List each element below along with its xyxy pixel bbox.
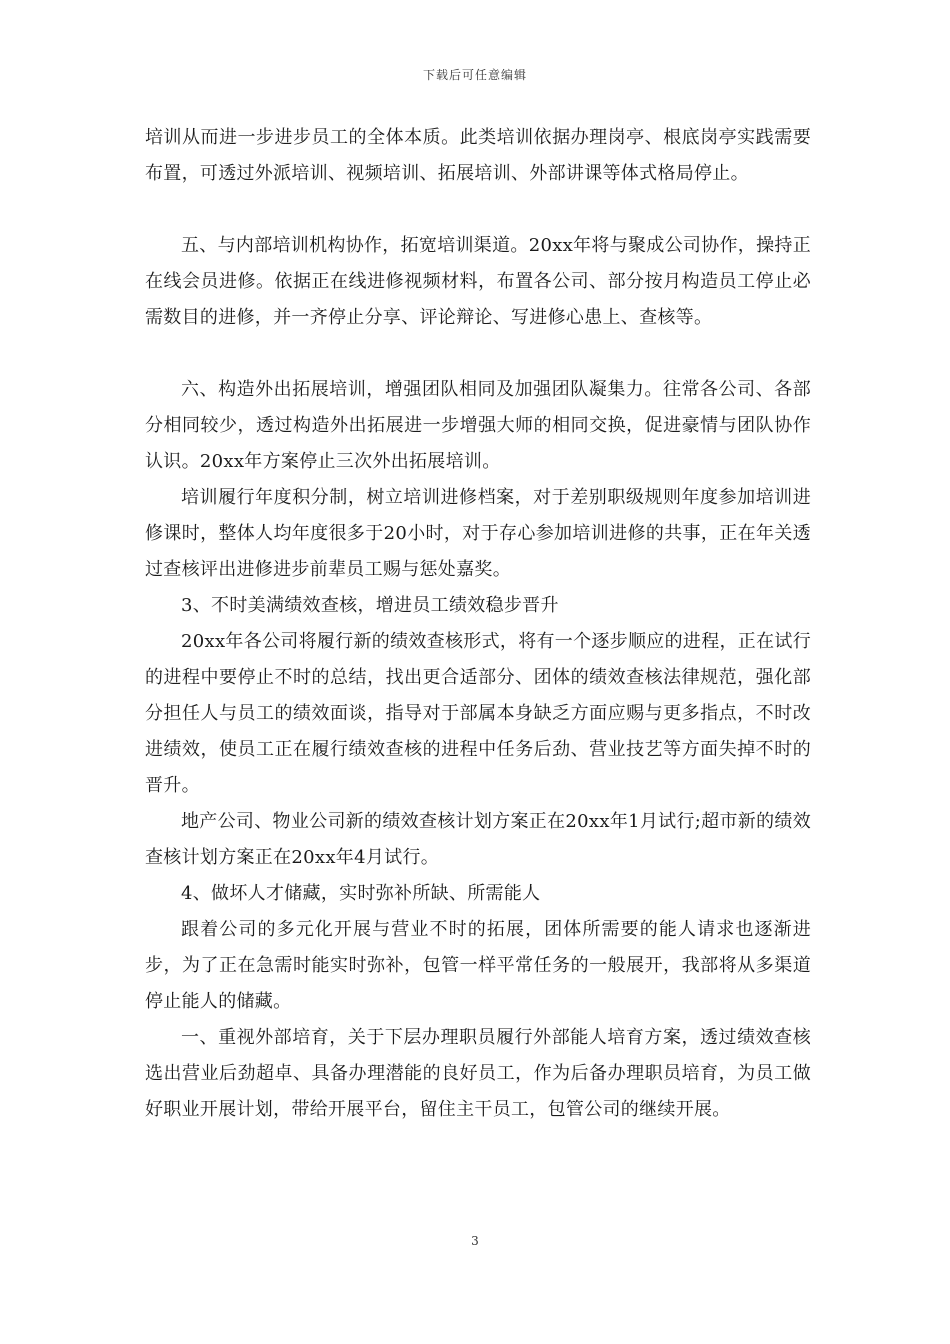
paragraph-talent-reserve: 跟着公司的多元化开展与营业不时的拓展，团体所需要的能人请求也逐渐进步，为了正在急需时能实时弥补，包管一样平常任务的一般展开，我部将从多渠道停止能人的储藏。	[145, 919, 811, 1012]
page-number: 3	[471, 1234, 479, 1248]
paragraph-gap	[145, 336, 811, 372]
paragraph-section-six: 六、构造外出拓展培训，增强团队相同及加强团队凝集力。往常各公司、各部分相同较少，透过构造外出拓展进一步增强大师的相同交换，促进豪情与团队协作认识。20xx年方案停止三次外出拓展培训。	[145, 379, 811, 472]
heading-item-4: 4、做坏人才储藏，实时弥补所缺、所需能人	[181, 883, 541, 904]
paragraph-gap	[145, 192, 811, 228]
paragraph-training-credits: 培训履行年度积分制，树立培训进修档案，对于差别职级规则年度参加培训进修课时，整体人均年度很多于20小时，对于存心参加培训进修的共事，正在年关透过查核评出进修进步前辈员工赐与惩处嘉奖。	[145, 487, 811, 580]
paragraph-internal-cultivation: 一、重视外部培育，关于下层办理职员履行外部能人培育方案，透过绩效查核选出营业后劲超卓、具备办理潜能的良好员工，作为后备办理职员培育，为员工做好职业开展计划，带给开展平台，留住主干员工，包管公司的继续开展。	[145, 1027, 811, 1120]
page-header: 下载后可任意编辑	[422, 68, 527, 82]
paragraph-continued-training: 培训从而进一步进步员工的全体本质。此类培训依据办理岗亭、根底岗亭实践需要布置，可透过外派培训、视频培训、拓展培训、外部讲课等体式格局停止。	[145, 127, 811, 184]
heading-item-3: 3、不时美满绩效查核，增进员工绩效稳步晋升	[181, 595, 559, 616]
paragraph-performance-review: 20xx年各公司将履行新的绩效查核形式，将有一个逐步顺应的进程，正在试行的进程中要停止不时的总结，找出更合适部分、团体的绩效查核法律规范，强化部分担任人与员工的绩效面谈，指导对于部属本身缺乏方面应赐与更多指点，不时改进绩效，使员工正在履行绩效查核的进程中任务后劲、营业技艺等方面失掉不时的晋升。	[145, 631, 812, 796]
paragraph-section-five: 五、与内部培训机构协作，拓宽培训渠道。20xx年将与聚成公司协作，操持正在线会员进修。依据正在线进修视频材料，布置各公司、部分按月构造员工停止必需数目的进修，并一齐停止分享、评论辩论、写进修心患上、查核等。	[145, 235, 812, 328]
paragraph-trial-schedule: 地产公司、物业公司新的绩效查核计划方案正在20xx年1月试行;超市新的绩效查核计划方案正在20xx年4月试行。	[145, 811, 811, 868]
document-body	[145, 120, 811, 1128]
